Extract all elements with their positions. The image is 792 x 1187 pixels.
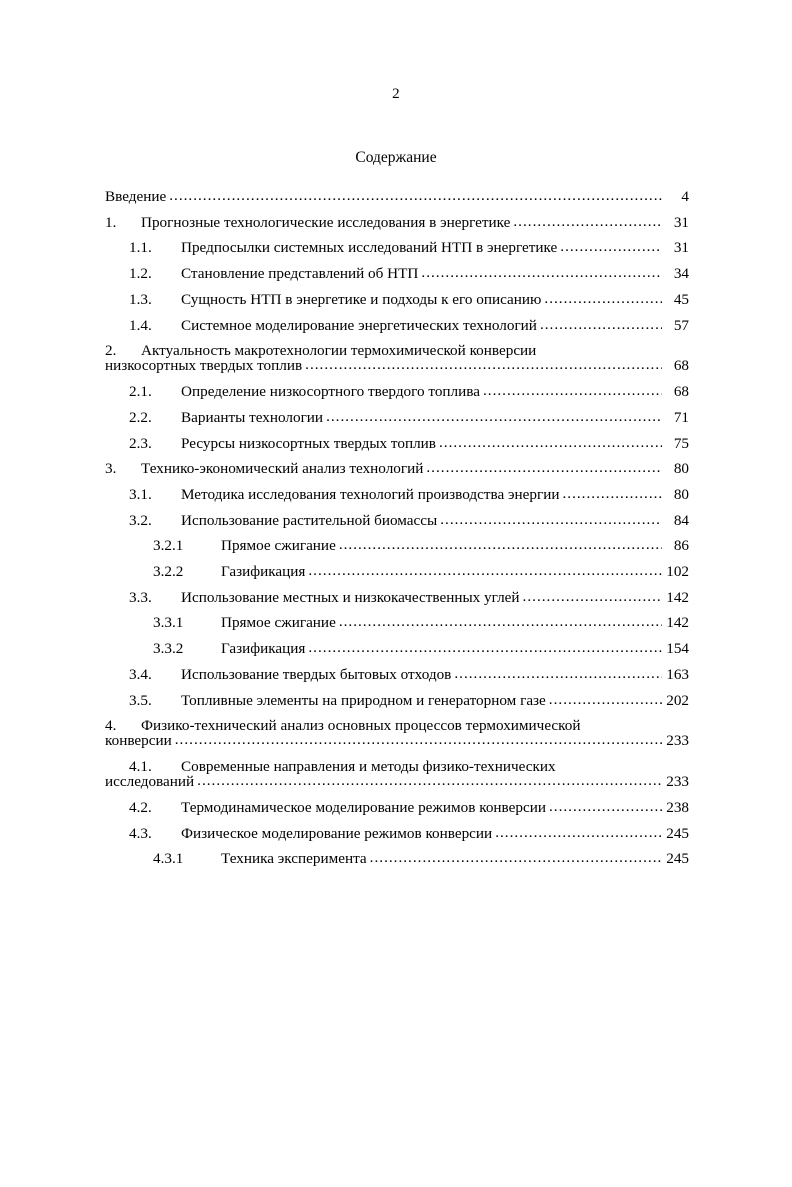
toc-entry-title: Ресурсы низкосортных твердых топлив <box>181 434 436 452</box>
toc-entry-page: 57 <box>673 316 689 334</box>
toc-entry-title: Технико-экономический анализ технологий <box>141 460 424 478</box>
toc-entry-title-wrap: низкосортных твердых топлив <box>105 357 303 375</box>
toc-leader-dots <box>549 692 662 707</box>
toc-entry[interactable] <box>105 590 689 605</box>
toc-entry-title: Актуальность макротехнологии термохимической конверсии <box>141 342 537 360</box>
toc-entry-number: 3.4. <box>129 665 152 683</box>
toc-leader-dots <box>339 614 662 629</box>
toc-leader-dots <box>326 409 662 424</box>
toc-entry-title: Термодинамическое моделирование режимов конверсии <box>181 799 546 817</box>
toc-entry-number: 4.3. <box>129 824 152 842</box>
toc-entry[interactable] <box>105 292 689 307</box>
toc-entry-title: Сущность НТП в энергетике и подходы к его описанию <box>181 290 542 308</box>
toc-entry-page: 84 <box>673 511 689 529</box>
toc-entry-title: Использование твердых бытовых отходов <box>181 665 452 683</box>
toc-entry[interactable] <box>105 826 689 841</box>
toc-entry-page: 233 <box>666 732 689 750</box>
toc-entry[interactable] <box>105 436 689 451</box>
toc-leader-dots <box>175 732 662 747</box>
toc-entry[interactable] <box>105 189 689 204</box>
toc-entry[interactable] <box>105 667 689 682</box>
toc-entry-title: Техника эксперимента <box>221 850 367 868</box>
toc-leader-dots <box>421 265 662 280</box>
toc-entry[interactable] <box>105 384 689 399</box>
toc-entry-title: Варианты технологии <box>181 408 324 426</box>
toc-leader-dots <box>308 563 662 578</box>
toc-entry[interactable] <box>105 240 689 255</box>
toc-entry-continuation[interactable] <box>105 774 689 789</box>
toc-entry-number: 2. <box>105 342 117 360</box>
toc-entry-page: 80 <box>673 460 689 478</box>
toc-leader-dots <box>513 214 662 229</box>
toc-entry-page: 68 <box>673 357 689 375</box>
table-of-contents <box>103 189 689 867</box>
toc-leader-dots <box>560 239 662 254</box>
toc-entry[interactable] <box>105 718 689 733</box>
toc-entry-number: 3.5. <box>129 691 152 709</box>
toc-entry-number: 2.3. <box>129 434 152 452</box>
toc-entry[interactable] <box>105 615 689 630</box>
toc-entry-number: 1. <box>105 213 117 231</box>
toc-entry-page: 233 <box>666 773 689 791</box>
toc-entry-number: 1.2. <box>129 265 152 283</box>
toc-entry-title: Прямое сжигание <box>221 614 336 632</box>
toc-entry-number: 2.1. <box>129 383 152 401</box>
toc-entry[interactable] <box>105 851 689 866</box>
toc-leader-dots <box>426 460 662 475</box>
toc-entry-number: 4.1. <box>129 758 152 776</box>
toc-leader-dots <box>495 825 662 840</box>
toc-leader-dots <box>544 291 662 306</box>
toc-entry[interactable] <box>105 410 689 425</box>
toc-entry-page: 45 <box>673 290 689 308</box>
toc-entry-number: 3.3.1 <box>153 614 184 632</box>
toc-entry-title: Современные направления и методы физико-технических <box>181 758 556 776</box>
toc-leader-dots <box>562 486 662 501</box>
toc-entry-title: Методика исследования технологий производства энергии <box>181 485 560 503</box>
toc-leader-dots <box>197 773 662 788</box>
toc-entry[interactable] <box>105 759 689 774</box>
toc-leader-dots <box>523 589 662 604</box>
toc-entry-title: Системное моделирование энергетических технологий <box>181 316 537 334</box>
toc-leader-dots <box>540 317 662 332</box>
toc-entry-page: 68 <box>673 383 689 401</box>
toc-entry-page: 75 <box>673 434 689 452</box>
toc-entry-page: 245 <box>666 824 689 842</box>
toc-entry-number: 3.2.1 <box>153 537 184 555</box>
toc-entry-title-wrap: конверсии <box>105 732 172 750</box>
toc-leader-dots <box>305 357 662 372</box>
toc-entry-page: 31 <box>673 239 689 257</box>
toc-entry-page: 31 <box>673 213 689 231</box>
toc-leader-dots <box>339 537 662 552</box>
document-page <box>0 86 792 1187</box>
toc-entry-page: 86 <box>673 537 689 555</box>
toc-leader-dots <box>370 850 662 865</box>
toc-entry[interactable] <box>105 215 689 230</box>
toc-entry-number: 1.4. <box>129 316 152 334</box>
toc-entry[interactable] <box>105 487 689 502</box>
toc-entry-page: 34 <box>673 265 689 283</box>
toc-entry-number: 3. <box>105 460 117 478</box>
toc-entry-number: 3.3.2 <box>153 640 184 658</box>
toc-leader-dots <box>454 666 662 681</box>
toc-entry-page: 245 <box>666 850 689 868</box>
toc-leader-dots <box>549 799 662 814</box>
toc-entry-page: 238 <box>666 799 689 817</box>
toc-entry-title: Топливные элементы на природном и генераторном газе <box>181 691 546 709</box>
toc-entry-number: 3.2.2 <box>153 563 184 581</box>
toc-entry-continuation[interactable] <box>105 733 689 748</box>
toc-entry-title: Предпосылки системных исследований НТП в энергетике <box>181 239 558 257</box>
toc-entry[interactable] <box>105 564 689 579</box>
toc-entry[interactable] <box>105 641 689 656</box>
toc-entry-number: 4.3.1 <box>153 850 184 868</box>
toc-entry-number: 4.2. <box>129 799 152 817</box>
toc-entry-page: 163 <box>666 665 689 683</box>
page-number: 2 <box>392 86 400 102</box>
toc-entry-title: Становление представлений об НТП <box>181 265 419 283</box>
toc-entry[interactable] <box>105 461 689 476</box>
toc-entry[interactable] <box>105 693 689 708</box>
toc-entry[interactable] <box>105 800 689 815</box>
toc-entry-title: Введение <box>105 188 167 205</box>
toc-entry-number: 1.3. <box>129 290 152 308</box>
toc-entry-title-wrap: исследований <box>105 773 195 791</box>
toc-entry-title: Газификация <box>221 640 306 658</box>
toc-entry-number: 3.2. <box>129 511 152 529</box>
toc-entry-number: 1.1. <box>129 239 152 257</box>
toc-entry[interactable] <box>105 318 689 333</box>
toc-entry-title: Прогнозные технологические исследования в энергетике <box>141 213 511 231</box>
toc-entry-title: Определение низкосортного твердого топлива <box>181 383 480 401</box>
toc-entry-continuation[interactable] <box>105 358 689 373</box>
toc-entry-number: 2.2. <box>129 408 152 426</box>
toc-entry-title: Прямое сжигание <box>221 537 336 555</box>
toc-entry-page: 142 <box>666 614 689 632</box>
toc-entry[interactable] <box>105 513 689 528</box>
toc-entry[interactable] <box>105 538 689 553</box>
toc-entry-page: 102 <box>666 563 689 581</box>
toc-entry-page: 80 <box>673 485 689 503</box>
toc-leader-dots <box>308 640 662 655</box>
toc-entry-page: 71 <box>673 408 689 426</box>
toc-entry-page: 202 <box>666 691 689 709</box>
toc-entry-page: 142 <box>666 588 689 606</box>
toc-leader-dots <box>439 435 662 450</box>
toc-entry[interactable] <box>105 343 689 358</box>
toc-leader-dots <box>440 512 662 527</box>
toc-entry-number: 3.3. <box>129 588 152 606</box>
toc-entry-page: 154 <box>666 640 689 658</box>
toc-entry-title: Газификация <box>221 563 306 581</box>
toc-entry-page: 4 <box>681 188 689 205</box>
toc-leader-dots <box>483 383 662 398</box>
toc-entry-title: Использование растительной биомассы <box>181 511 438 529</box>
page-title: Содержание <box>355 149 437 166</box>
toc-entry-title: Физико-технический анализ основных процессов термохимической <box>141 717 581 735</box>
toc-entry-number: 4. <box>105 717 117 735</box>
toc-leader-dots <box>169 188 662 203</box>
toc-entry[interactable] <box>105 266 689 281</box>
toc-entry-title: Физическое моделирование режимов конверсии <box>181 824 493 842</box>
toc-entry-number: 3.1. <box>129 485 152 503</box>
toc-entry-title: Использование местных и низкокачественных углей <box>181 588 520 606</box>
